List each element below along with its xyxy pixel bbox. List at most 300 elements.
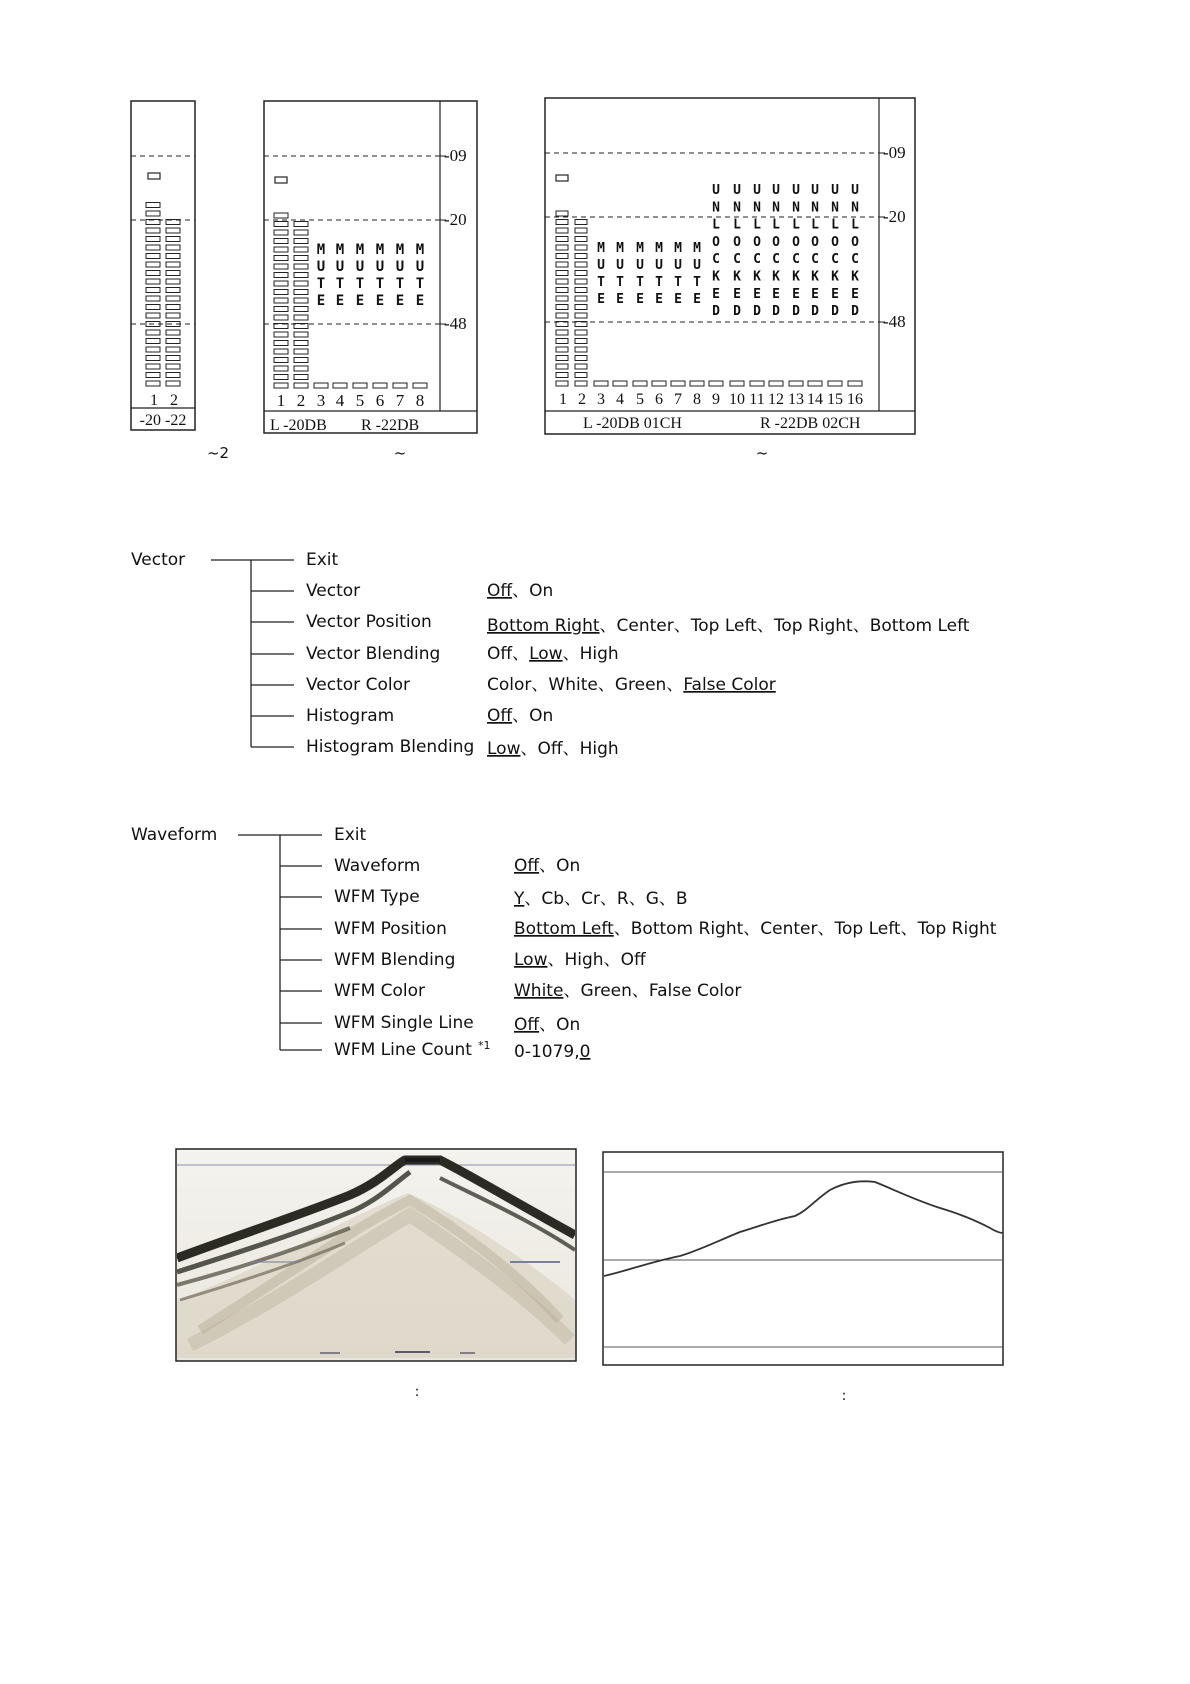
- meter-segment: [146, 347, 160, 352]
- meter-segment: [556, 228, 568, 233]
- unlocked-letter: O: [772, 234, 780, 250]
- scale-tick-label: -48: [883, 312, 906, 331]
- menu-item-label: Histogram: [306, 706, 395, 726]
- meter-segment: [294, 230, 308, 235]
- option-separator: 、: [599, 616, 617, 636]
- channel-label: 1: [559, 391, 567, 408]
- meter-segment: [556, 262, 568, 267]
- mute-letter: T: [693, 275, 701, 290]
- channel-label: 7: [395, 391, 405, 410]
- meter-segment: [166, 305, 180, 310]
- meter-segment: [294, 383, 308, 388]
- unlocked-letter: E: [712, 286, 720, 302]
- meter-segment: [146, 356, 160, 361]
- option: G: [645, 889, 659, 909]
- option: Cr: [581, 889, 600, 909]
- default-option: Bottom Left: [514, 919, 614, 939]
- meter-segment: [575, 262, 587, 267]
- mute-letter: M: [674, 241, 682, 256]
- menu-item-options: [487, 644, 619, 664]
- meter-segment: [146, 296, 160, 301]
- unlocked-letter: D: [831, 304, 839, 320]
- meter-segment: [166, 356, 180, 361]
- unlocked-letter: C: [753, 252, 761, 268]
- option: Green: [580, 981, 632, 1001]
- option: Bottom Left: [869, 616, 970, 636]
- mute-letter: E: [616, 292, 624, 307]
- unlocked-letter: U: [733, 183, 741, 198]
- meter-segment: [575, 279, 587, 284]
- meter-segment: [146, 330, 160, 335]
- scale-tick-label: -20: [883, 207, 906, 226]
- channel-label: 5: [355, 391, 365, 410]
- menu-title: Vector: [131, 550, 186, 570]
- mute-letter: U: [335, 259, 345, 275]
- meter-segment: [575, 237, 587, 242]
- meter-segment: [146, 245, 160, 250]
- unlocked-letter: N: [753, 200, 761, 216]
- menu-item-options: [514, 1042, 590, 1062]
- default-option: False Color: [683, 675, 776, 695]
- meter-segment: [575, 364, 587, 369]
- mute-letter: U: [597, 258, 605, 273]
- meter-segment: [575, 305, 587, 310]
- option: Top Right: [917, 919, 997, 939]
- meter-segment: [730, 381, 744, 386]
- menu-item-options: [487, 739, 619, 759]
- option: High: [564, 950, 604, 970]
- meter-segment: [393, 383, 407, 388]
- waveform-photo: [176, 1149, 576, 1400]
- unlocked-letter: E: [792, 286, 800, 302]
- unlocked-letter: E: [772, 286, 780, 302]
- mute-letter: E: [335, 293, 345, 309]
- meter-segment: [373, 383, 387, 388]
- unlocked-letter: D: [811, 304, 819, 320]
- option: On: [556, 856, 581, 876]
- channel-label: 15: [827, 391, 843, 408]
- mute-letter: E: [597, 292, 605, 307]
- option-separator: 、: [743, 919, 761, 939]
- meter-segment: [274, 383, 288, 388]
- meter-segment: [274, 298, 288, 303]
- option: Center: [616, 616, 674, 636]
- mute-letter: E: [316, 293, 326, 309]
- unlocked-letter: O: [753, 234, 761, 250]
- option-separator: 、: [658, 889, 676, 909]
- unlocked-letter: K: [712, 269, 720, 285]
- peak-hold: [148, 173, 160, 179]
- menu-item-options: [487, 706, 553, 726]
- default-option: Off: [487, 581, 513, 601]
- menu-item-label: WFM Single Line: [334, 1013, 474, 1033]
- meter-segment: [575, 254, 587, 259]
- option-separator: 、: [564, 889, 582, 909]
- unlocked-letter: N: [851, 200, 859, 216]
- mute-letter: E: [375, 293, 385, 309]
- unlocked-letter: U: [712, 183, 720, 198]
- meter-caption: ~2: [206, 444, 230, 462]
- meter-segment: [828, 381, 842, 386]
- unlocked-letter: L: [772, 217, 780, 233]
- mute-letter: M: [375, 242, 385, 258]
- default-option: Low: [514, 950, 548, 970]
- mute-letter: M: [693, 241, 701, 256]
- unlocked-letter: U: [811, 183, 819, 198]
- meter-segment: [556, 381, 568, 386]
- menu-title: Waveform: [131, 825, 218, 845]
- meter-bars: [146, 173, 180, 386]
- meter-segment: [294, 349, 308, 354]
- meter-footer-left: L -20DB: [270, 417, 327, 434]
- unlocked-letter: D: [733, 304, 741, 320]
- unlocked-letter: K: [733, 269, 741, 285]
- default-option: Y: [514, 889, 525, 909]
- channel-label: 6: [375, 391, 385, 410]
- default-option: Off: [514, 856, 540, 876]
- meter-segment: [274, 273, 288, 278]
- meter-segment: [274, 230, 288, 235]
- meter-segment: [575, 330, 587, 335]
- meter-segment: [274, 341, 288, 346]
- unlocked-letter: O: [792, 234, 800, 250]
- meter-segment: [274, 264, 288, 269]
- option-separator: 、: [512, 706, 530, 726]
- meter-segment: [294, 341, 308, 346]
- meter-segment: [709, 381, 723, 386]
- unlocked-letter: U: [772, 183, 780, 198]
- option: Off: [620, 950, 646, 970]
- menu-item-label: Vector Position: [306, 612, 432, 632]
- unlocked-letter: E: [811, 286, 819, 302]
- unlocked-letter: C: [811, 252, 819, 268]
- scale-tick-label: -09: [444, 146, 467, 165]
- option: High: [579, 644, 619, 664]
- option: Top Left: [690, 616, 757, 636]
- meter-segment: [769, 381, 783, 386]
- unlocked-letter: N: [792, 200, 800, 216]
- meter-segment: [575, 228, 587, 233]
- option: Color: [487, 675, 532, 695]
- option-separator: 、: [547, 950, 565, 970]
- meter-segment: [575, 313, 587, 318]
- mute-letter: U: [693, 258, 701, 273]
- unlocked-letter: O: [831, 234, 839, 250]
- meter-segment: [294, 307, 308, 312]
- default-option: Off: [487, 706, 513, 726]
- meter-segment: [633, 381, 647, 386]
- menu-item-label: WFM Color: [334, 981, 426, 1001]
- meter-segment: [556, 237, 568, 242]
- meter-segment: [294, 358, 308, 363]
- option-separator: 、: [666, 675, 684, 695]
- image-caption: :: [841, 1388, 847, 1404]
- option: False Color: [648, 981, 742, 1001]
- peak-hold: [556, 175, 568, 181]
- option: On: [529, 581, 554, 601]
- meter-segment: [294, 247, 308, 252]
- option: High: [579, 739, 619, 759]
- option-separator: 、: [563, 981, 581, 1001]
- meter-segment: [556, 245, 568, 250]
- meter-segment: [333, 383, 347, 388]
- mute-letter: U: [375, 259, 385, 275]
- unlocked-letter: D: [851, 304, 859, 320]
- unlocked-letter: U: [831, 183, 839, 198]
- meter-segment: [556, 279, 568, 284]
- meter-segment: [556, 339, 568, 344]
- meter-segment: [146, 288, 160, 293]
- unlocked-letter: K: [831, 269, 839, 285]
- unlocked-letter: U: [792, 183, 800, 198]
- meter-segment: [166, 381, 180, 386]
- meter-segment: [274, 307, 288, 312]
- mute-letter: E: [355, 293, 365, 309]
- meter-segment: [556, 356, 568, 361]
- audio-meter-8ch: [264, 101, 477, 462]
- option-separator: 、: [631, 981, 649, 1001]
- mute-letter: T: [395, 276, 405, 292]
- meter-segment: [556, 305, 568, 310]
- mute-letter: M: [316, 242, 326, 258]
- meter-segment: [274, 247, 288, 252]
- audio-meter-16ch: [545, 98, 915, 462]
- menu-item-label: Exit: [306, 550, 339, 570]
- meter-segment: [146, 211, 160, 216]
- channel-label: 1: [276, 391, 286, 410]
- option: White: [548, 675, 598, 695]
- meter-segment: [556, 347, 568, 352]
- meter-segment: [274, 256, 288, 261]
- unlocked-letter: K: [792, 269, 800, 285]
- meter-segment: [556, 373, 568, 378]
- meter-segment: [274, 290, 288, 295]
- menu-item-options: [514, 1015, 580, 1035]
- meter-segment: [556, 296, 568, 301]
- meter-footer-left: L -20DB 01CH: [583, 415, 682, 432]
- unlocked-letter: C: [831, 252, 839, 268]
- meter-segment: [166, 262, 180, 267]
- mute-letter: T: [316, 276, 326, 292]
- meter-segment: [848, 381, 862, 386]
- meter-segment: [166, 271, 180, 276]
- menu-item-options: [487, 616, 970, 636]
- scale-tick-label: -48: [444, 314, 467, 333]
- unlocked-letter: E: [753, 286, 761, 302]
- menu-item-options: [514, 950, 647, 970]
- unlocked-letter: K: [851, 269, 859, 285]
- meter-segment: [808, 381, 822, 386]
- menu-item-label: Waveform: [334, 856, 421, 876]
- option-separator: 、: [756, 616, 774, 636]
- unlocked-letter: O: [733, 234, 741, 250]
- meter-segment: [575, 288, 587, 293]
- mute-letter: T: [597, 275, 605, 290]
- meter-footer-right: R -22DB 02CH: [760, 415, 861, 432]
- meter-segment: [314, 383, 328, 388]
- option-separator: 、: [539, 1015, 557, 1035]
- default-option: White: [514, 981, 564, 1001]
- channel-label: 8: [693, 391, 701, 408]
- menu-item-options: [487, 675, 776, 695]
- meter-segment: [294, 273, 308, 278]
- meter-segment: [750, 381, 764, 386]
- unlocked-letter: L: [831, 217, 839, 233]
- option-separator: 、: [562, 739, 580, 759]
- unlocked-letter: O: [851, 234, 859, 250]
- meter-segment: [274, 213, 288, 218]
- unlocked-letter: N: [831, 200, 839, 216]
- meter-segment: [556, 211, 568, 216]
- mute-letter: E: [395, 293, 405, 309]
- meter-segment: [274, 239, 288, 244]
- unlocked-letter: U: [753, 183, 761, 198]
- footnote-marker: *1: [477, 1039, 491, 1052]
- unlocked-letter: C: [772, 252, 780, 268]
- option-separator: 、: [531, 675, 549, 695]
- channel-label: 6: [655, 391, 663, 408]
- channel-label: 7: [674, 391, 682, 408]
- channel-label: 16: [847, 391, 863, 408]
- default-option: Off: [514, 1015, 540, 1035]
- meter-segment: [166, 288, 180, 293]
- option: Off: [537, 739, 563, 759]
- meter-segment: [274, 358, 288, 363]
- meter-segment: [166, 373, 180, 378]
- unlocked-letter: D: [753, 304, 761, 320]
- meter-segment: [789, 381, 803, 386]
- unlocked-letter: L: [753, 217, 761, 233]
- peak-hold: [275, 177, 287, 183]
- mute-letter: M: [415, 242, 425, 258]
- meter-segment: [166, 279, 180, 284]
- mute-letter: U: [655, 258, 663, 273]
- menu-item-label: Vector Blending: [306, 644, 441, 664]
- image-caption: :: [414, 1384, 420, 1400]
- meter-segment: [146, 373, 160, 378]
- channel-label: 10: [729, 391, 745, 408]
- meter-segment: [274, 315, 288, 320]
- meter-caption: ~: [393, 444, 407, 462]
- mute-letter: T: [335, 276, 345, 292]
- meter-segment: [294, 366, 308, 371]
- meter-segment: [556, 313, 568, 318]
- unlocked-letter: L: [792, 217, 800, 233]
- option: On: [529, 706, 554, 726]
- option: Top Right: [773, 616, 853, 636]
- mute-letter: M: [395, 242, 405, 258]
- menu-item-options: [514, 919, 997, 939]
- option: Bottom Right: [630, 919, 744, 939]
- meter-segment: [274, 281, 288, 286]
- meter-segment: [294, 315, 308, 320]
- mute-letter: E: [655, 292, 663, 307]
- waveform-menu-tree: [131, 825, 997, 1062]
- mute-letter: U: [674, 258, 682, 273]
- meter-segment: [575, 271, 587, 276]
- meter-segment: [294, 332, 308, 337]
- meter-segment: [294, 375, 308, 380]
- meter-segment: [166, 347, 180, 352]
- meter-segment: [413, 383, 427, 388]
- unlocked-letter: C: [712, 252, 720, 268]
- meter-segment: [166, 313, 180, 318]
- mute-letter: U: [316, 259, 326, 275]
- meter-segment: [294, 256, 308, 261]
- menu-item-options: [514, 856, 580, 876]
- meter-segment: [274, 332, 288, 337]
- meter-segment: [166, 245, 180, 250]
- option-separator: 、: [512, 581, 530, 601]
- meter-segment: [146, 262, 160, 267]
- unlocked-letter: E: [831, 286, 839, 302]
- menu-item-label: WFM Blending: [334, 950, 456, 970]
- meter-frame: [131, 101, 195, 430]
- unlocked-letter: N: [772, 200, 780, 216]
- scale-tick-label: -20: [444, 210, 467, 229]
- meter-segment: [556, 330, 568, 335]
- meter-segment: [556, 254, 568, 259]
- meter-segment: [146, 381, 160, 386]
- meter-segment: [575, 373, 587, 378]
- mute-letter: M: [335, 242, 345, 258]
- meter-segment: [146, 203, 160, 208]
- waveform-single-line: [603, 1152, 1003, 1404]
- mute-letter: U: [616, 258, 624, 273]
- option: Top Left: [834, 919, 901, 939]
- menu-item-label: Histogram Blending: [306, 737, 475, 757]
- mute-letter: M: [616, 241, 624, 256]
- meter-segment: [575, 381, 587, 386]
- mute-letter: E: [636, 292, 644, 307]
- unlocked-letter: K: [811, 269, 819, 285]
- meter-segment: [166, 330, 180, 335]
- meter-segment: [556, 220, 568, 225]
- mute-letter: E: [415, 293, 425, 309]
- unlocked-letter: N: [712, 200, 720, 216]
- mute-letter: T: [616, 275, 624, 290]
- channel-label: 3: [597, 391, 605, 408]
- channel-label: 13: [788, 391, 804, 408]
- unlocked-letter: C: [851, 252, 859, 268]
- meter-caption: ~: [755, 444, 769, 462]
- meter-segment: [556, 288, 568, 293]
- channel-label: 3: [316, 391, 326, 410]
- channel-labels: [277, 242, 425, 410]
- menu-item-options: [513, 889, 688, 909]
- meter-segment: [575, 356, 587, 361]
- meter-segment: [146, 279, 160, 284]
- menu-item-label: Vector Color: [306, 675, 410, 695]
- meter-segment: [166, 339, 180, 344]
- channel-label: 11: [749, 391, 765, 408]
- unlocked-letter: D: [772, 304, 780, 320]
- mute-letter: T: [636, 275, 644, 290]
- menu-item-label: WFM Position: [334, 919, 447, 939]
- mute-letter: T: [355, 276, 365, 292]
- unlocked-letter: E: [733, 286, 741, 302]
- channel-label: 2: [578, 391, 586, 408]
- meter-segment: [166, 254, 180, 259]
- unlocked-letter: E: [851, 286, 859, 302]
- option-separator: 、: [539, 856, 557, 876]
- mute-letter: E: [693, 292, 701, 307]
- channel-label: 9: [712, 391, 720, 408]
- default-option: Bottom Right: [487, 616, 600, 636]
- meter-segment: [274, 222, 288, 227]
- meter-segment: [146, 237, 160, 242]
- option: Off: [487, 644, 513, 664]
